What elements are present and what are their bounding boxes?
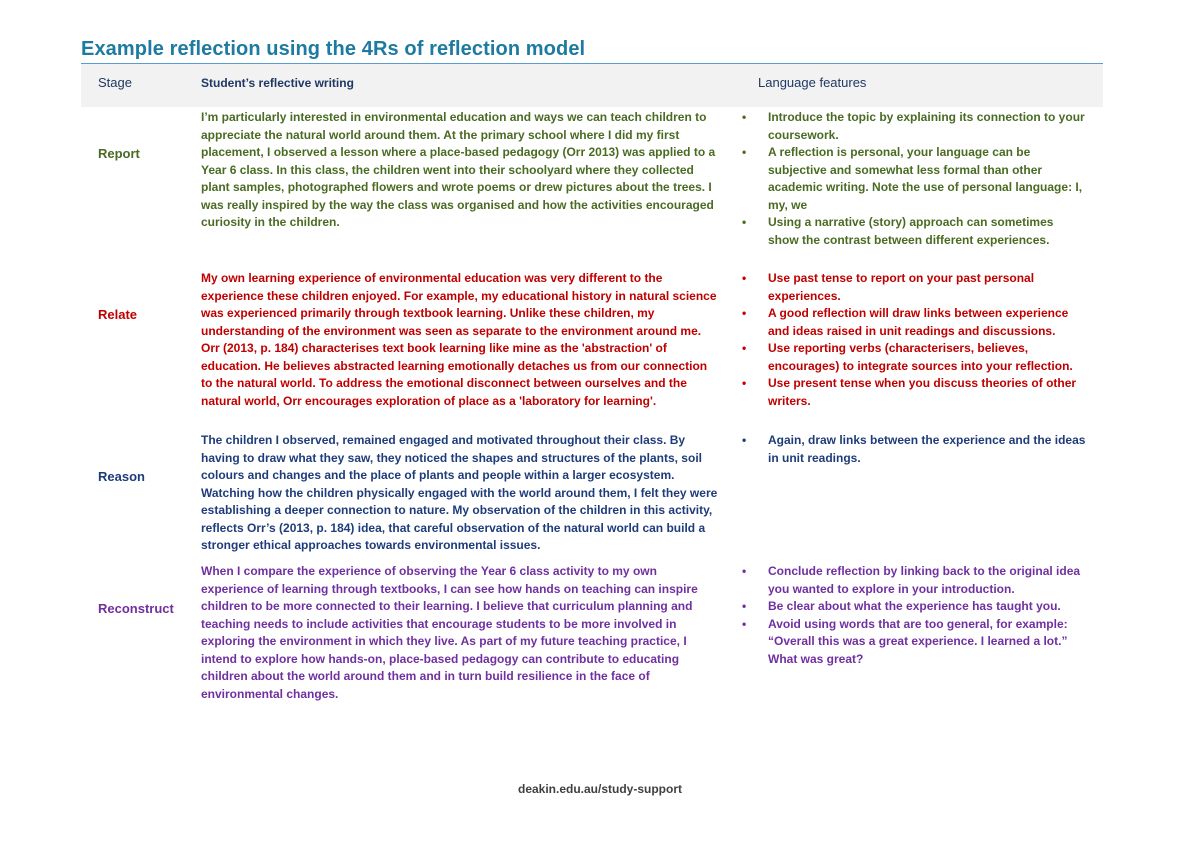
bullet-icon: • [742,564,747,578]
bullet-icon: • [742,341,747,355]
reflective-writing: When I compare the experience of observing the Year 6 class activity to my own experience of learning through textbooks, I can see how hands on teaching can inspire children to be more connected to their learning. I believe that curriculum planning and teaching needs to include activities that encourage students to be more involved in exploring the environment in which they live. As part of my future teaching practice, I intend to explore how hands-on, place-based pedagogy can contribute to educating children about the world around them and in turn build resilience in the face of environmental changes. [201,564,698,701]
bullet-icon: • [742,599,747,613]
feature-item: • Use reporting verbs (characterisers, believes, encourages) to integrate sources into your reflection. [742,341,1073,373]
language-features-list [742,432,1087,467]
feature-item: • Use past tense to report on your past personal experiences. [742,271,1035,303]
language-features-list [742,109,1087,249]
feature-item: • Introduce the topic by explaining its connection to your coursework. [742,110,1085,142]
stage-label: Reason [98,469,145,484]
bullet-icon: • [742,616,747,631]
stage-label: Reconstruct [98,601,174,616]
bullet-icon: • [742,306,747,320]
bullet-icon: • [742,376,747,390]
feature-item: • Use present tense when you discuss theories of other writers. [742,376,1077,408]
header-language-features: Language features [758,75,867,90]
bullet-icon: • [742,145,747,159]
stage-label: Report [98,146,140,161]
feature-item: • A good reflection will draw links between experience and ideas raised in unit readings and discussions. [742,306,1069,338]
reflective-writing: My own learning experience of environmental education was very different to the experience these children enjoyed. For example, my educational history in natural science was experienced primarily through textbook learning. Unlike these children, my understanding of the environment was seen as separate to the environment around me. Orr (2013, p. 184) characterises text book learning like mine as the 'abstraction' of education. He believes abstracted learning emotionally detaches us from our connection to the natural world. To address the emotional disconnect between ourselves and the natural world, Orr encourages exploration of place as a 'laboratory for learning'. [201,271,717,408]
reflective-writing: The children I observed, remained engaged and motivated throughout their class. By having to draw what they saw, they noticed the shapes and structures of the plants, soil colours and changes and the place of plants and people within a larger ecosystem. Watching how the children physically engaged with the world around them, I felt they were establishing a deeper connection to nature. My observation of the children in this activity, reflects Orr’s (2013, p. 184) idea, that careful observation of the natural world can build a stronger ethical approaches towards environmental issues. [201,433,718,552]
feature-item: • Be clear about what the experience has taught you. [742,598,1087,616]
page-title: Example reflection using the 4Rs of reflection model [81,38,586,60]
bullet-icon: • [742,271,747,285]
stage-label: Relate [98,307,138,322]
feature-item: • Again, draw links between the experience and the ideas in unit readings. [742,433,1086,465]
header-writing: Student’s reflective writing [201,76,354,90]
feature-item: • Conclude reflection by linking back to the original idea you wanted to explore in your introduction. [742,564,1081,596]
footer-url: deakin.edu.au/study-support [517,782,682,796]
header-stage: Stage [98,75,132,90]
feature-item: • A reflection is personal, your language can be subjective and somewhat less formal than other academic writing. Note the use of personal language: I, my, we [742,145,1083,212]
language-features-list [742,563,1087,668]
reflective-writing: I’m particularly interested in environmental education and ways we can teach children to appreciate the natural world around them. At the primary school where I did my first placement, I observed a lesson where a place-based pedagogy (Orr 2013) was applied to a Year 6 class. In this class, the children went into their schoolyard where they collected plant samples, photographed flowers and wrote poems or drew pictures about the trees. I was really inspired by the way the class was organised and how the activities encouraged curiosity in the children. [201,110,716,229]
bullet-icon: • [742,110,747,124]
feature-item: • Using a narrative (story) approach can sometimes show the contrast between different experiences. [742,215,1054,247]
bullet-icon: • [742,215,747,229]
language-features-list [742,270,1087,410]
bullet-icon: • [742,433,747,447]
feature-item: • Avoid using words that are too general, for example: “Overall this was a great experience. I learned a lot.” What was great? [742,616,1068,666]
